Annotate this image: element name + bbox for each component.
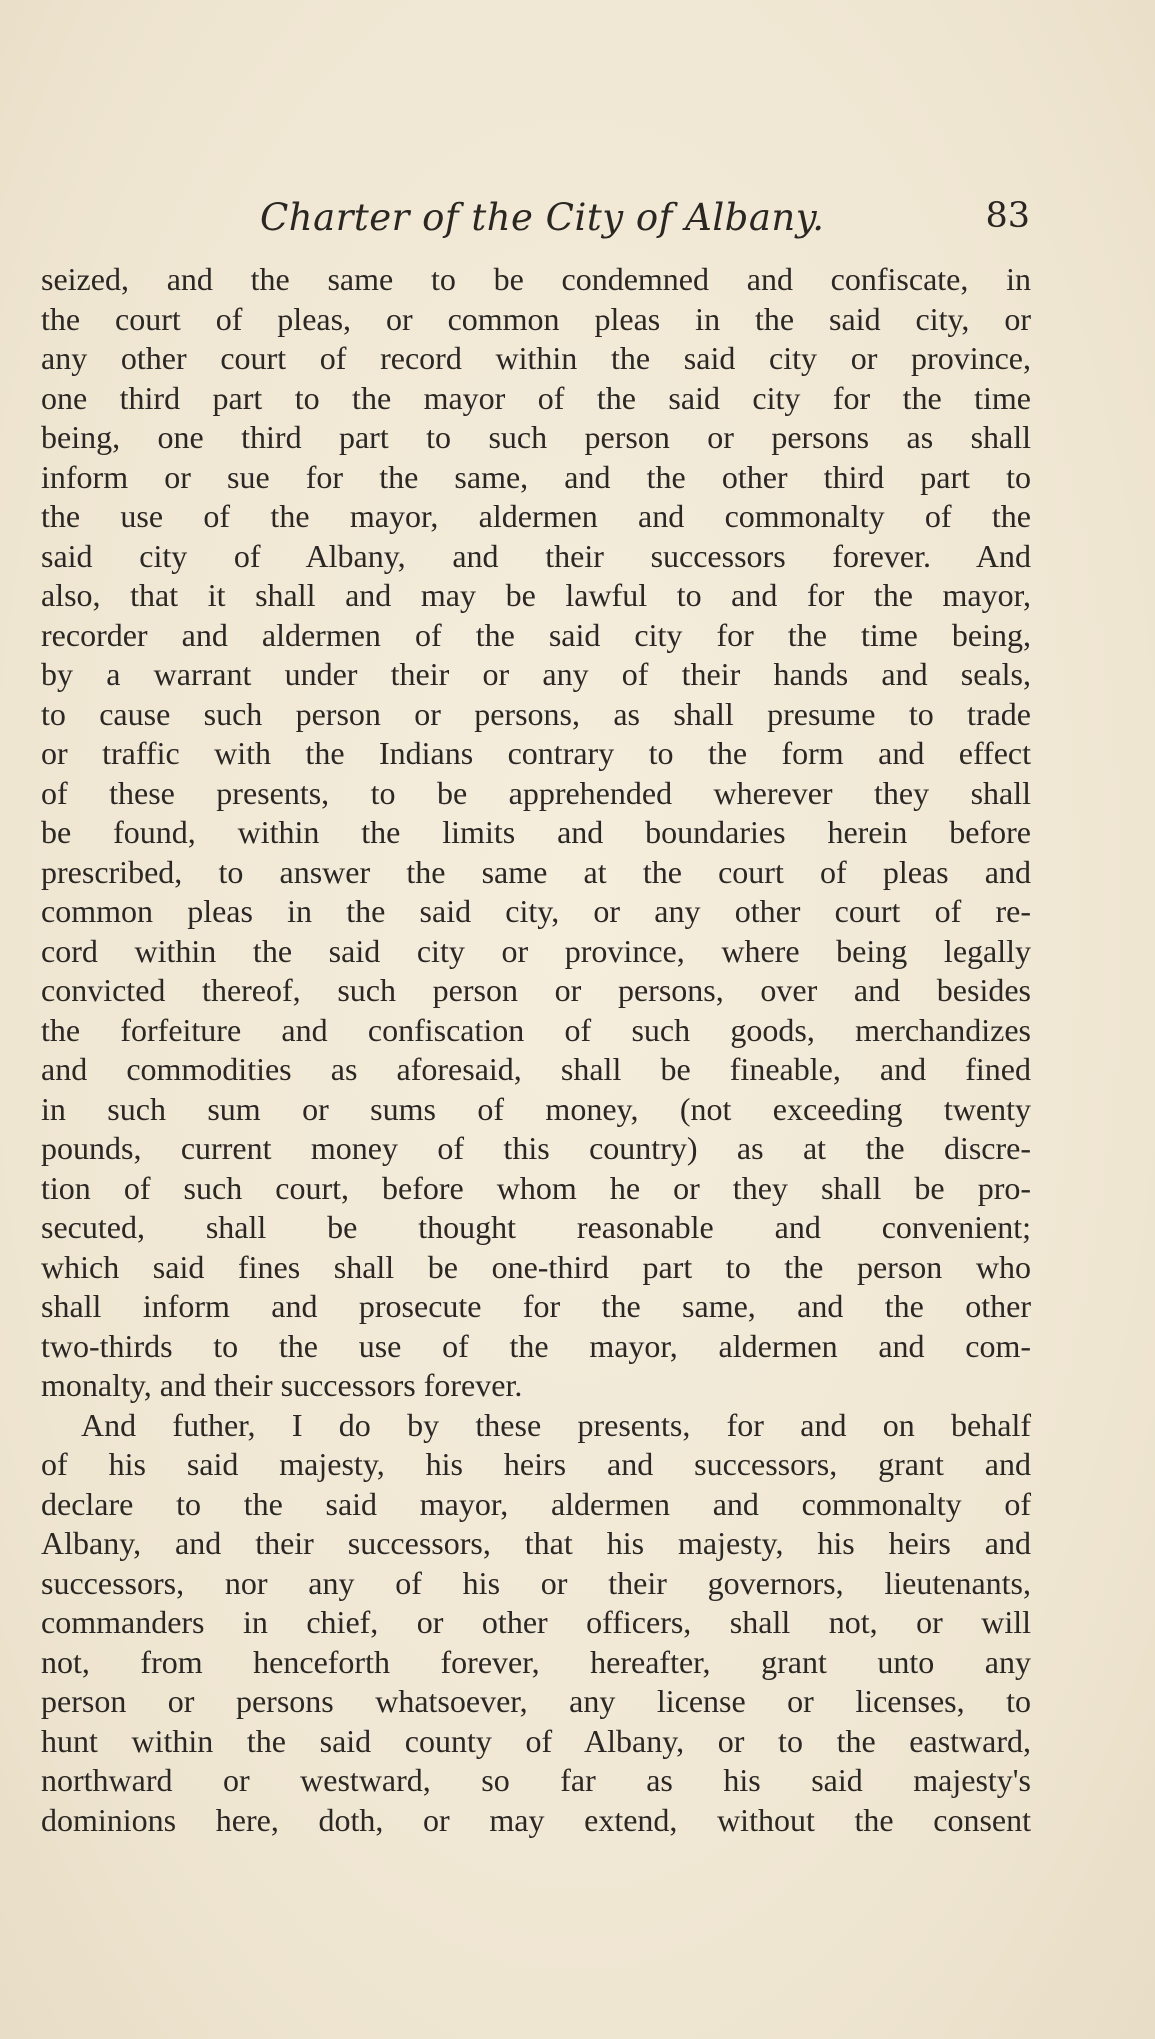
text-line: the use of the mayor, aldermen and commonalty of the [41,498,1031,534]
text-line: cord within the said city or province, where being legally [41,932,1031,969]
text-line: of these presents, to be apprehended wherever they shall [41,774,1031,811]
text-line: recorder and aldermen of the said city for the time being, [41,616,1031,653]
text-line: two-thirds to the use of the mayor, aldermen and com- [41,1327,1031,1364]
text-line: any other court of record within the said city or province, [41,340,1031,376]
text-line: or traffic with the Indians contrary to the form and effect [41,735,1031,771]
text-line: shall inform and prosecute for the same, and the other [41,1288,1031,1324]
body-text [41,260,1031,1840]
text-line: hunt within the said county of Albany, or to the eastward, [41,1722,1031,1759]
text-line: dominions here, doth, or may extend, without the consent [41,1801,1031,1838]
text-line: Albany, and their successors, that his majesty, his heirs and [41,1525,1031,1561]
text-line: tion of such court, before whom he or they shall be pro- [41,1169,1031,1206]
running-title: Charter of the City of Albany. [260,196,825,239]
text-line: inform or sue for the same, and the other third part to [41,458,1031,495]
text-line: the court of pleas, or common pleas in the said city, or [41,300,1031,337]
text-line: common pleas in the said city, or any other court of re- [41,893,1031,929]
text-line: seized, and the same to be condemned and confiscate, in [41,261,1031,297]
text-line: in such sum or sums of money, (not exceeding twenty [41,1090,1031,1127]
text-line: which said fines shall be one-third part to the person who [41,1248,1031,1285]
text-line: be found, within the limits and boundaries herein before [41,814,1031,850]
text-line: convicted thereof, such person or persons, over and besides [41,972,1031,1008]
text-line: to cause such person or persons, as shall presume to trade [41,695,1031,732]
page-header [260,196,1030,252]
text-line: person or persons whatsoever, any license or licenses, to [41,1683,1031,1719]
text-line: commanders in chief, or other officers, shall not, or will [41,1604,1031,1640]
text-line: northward or westward, so far as his said majesty's [41,1762,1031,1798]
text-line: pounds, current money of this country) as at the discre- [41,1130,1031,1166]
text-line: one third part to the mayor of the said city for the time [41,379,1031,416]
text-line: not, from henceforth forever, hereafter, grant unto any [41,1643,1031,1680]
text-line: said city of Albany, and their successors forever. And [41,537,1031,574]
text-line: the forfeiture and confiscation of such goods, merchandizes [41,1011,1031,1048]
text-line: by a warrant under their or any of their hands and seals, [41,656,1031,692]
page-number: 83 [985,196,1030,236]
text-line: prescribed, to answer the same at the court of pleas and [41,853,1031,890]
paragraph-end-line: monalty, and their successors forever. [41,1367,523,1403]
text-line: being, one third part to such person or persons as shall [41,419,1031,455]
text-line: successors, nor any of his or their governors, lieutenants, [41,1564,1031,1601]
paragraph-start-line: And futher, I do by these presents, for and on behalf [81,1406,1031,1443]
text-line: secuted, shall be thought reasonable and convenient; [41,1209,1031,1245]
text-line: of his said majesty, his heirs and successors, grant and [41,1446,1031,1482]
text-line: and commodities as aforesaid, shall be fineable, and fined [41,1051,1031,1087]
text-line: declare to the said mayor, aldermen and commonalty of [41,1485,1031,1522]
text-line: also, that it shall and may be lawful to and for the mayor, [41,577,1031,613]
